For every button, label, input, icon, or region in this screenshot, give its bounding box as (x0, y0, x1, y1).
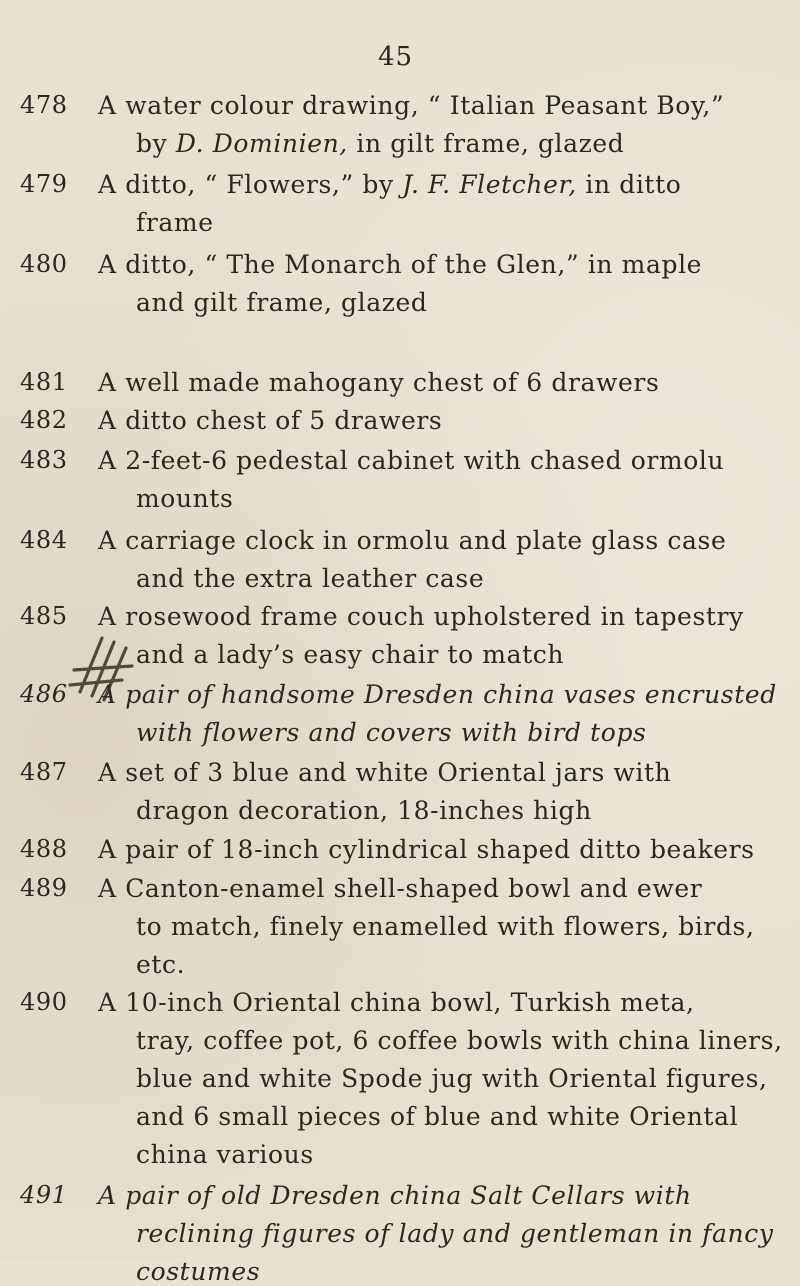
lot-description-line: A pair of old Dresden china Salt Cellars with (98, 1181, 692, 1210)
lot-description-continuation: and gilt frame, glazed (136, 288, 428, 317)
lot-number: 486 (20, 680, 68, 708)
lot-description-continuation: to match, finely enamelled with flowers, birds, (136, 912, 755, 941)
lot-description-line: A ditto, “ Flowers,” by J. F. Fletcher, in ditto (98, 170, 682, 199)
lot-number: 489 (20, 874, 68, 902)
lot-number: 480 (20, 250, 68, 278)
lot-description-line: A ditto, “ The Monarch of the Glen,” in maple (98, 250, 703, 279)
lot-number: 487 (20, 758, 68, 786)
lot-number: 488 (20, 835, 68, 863)
lot-description-continuation: tray, coffee pot, 6 coffee bowls with china liners, (136, 1026, 783, 1055)
lot-number: 483 (20, 446, 68, 474)
lot-description-line: A carriage clock in ormolu and plate glass case (98, 526, 727, 555)
lot-description-line: A set of 3 blue and white Oriental jars with (98, 758, 672, 787)
lot-number: 478 (20, 91, 68, 119)
lot-number: 491 (20, 1181, 68, 1209)
page-number: 45 (378, 42, 414, 72)
lot-description-line: A Canton-enamel shell-shaped bowl and ewer (98, 874, 703, 903)
lot-description-continuation: by D. Dominien, in gilt frame, glazed (136, 129, 625, 158)
lot-description-continuation: costumes (136, 1257, 261, 1286)
lot-description-line: A ditto chest of 5 drawers (98, 406, 443, 435)
artist-name: D. Dominien, (175, 129, 348, 158)
lot-description-line: A pair of handsome Dresden china vases encrusted (98, 680, 777, 709)
lot-description-line: A well made mahogany chest of 6 drawers (98, 368, 660, 397)
lot-description-continuation: blue and white Spode jug with Oriental figures, (136, 1064, 768, 1093)
lot-description-continuation: china various (136, 1140, 314, 1169)
lot-number: 490 (20, 988, 68, 1016)
lot-description-continuation: etc. (136, 950, 186, 979)
lot-description-line: A water colour drawing, “ Italian Peasant Boy,” (98, 91, 725, 120)
lot-description-line: A 10-inch Oriental china bowl, Turkish meta, (98, 988, 695, 1017)
lot-description-continuation: dragon decoration, 18-inches high (136, 796, 592, 825)
lot-number: 479 (20, 170, 68, 198)
lot-description-continuation: and a lady’s easy chair to match (136, 640, 565, 669)
lot-description-line: A pair of 18-inch cylindrical shaped ditto beakers (98, 835, 755, 864)
lot-description-continuation: with flowers and covers with bird tops (136, 718, 647, 747)
lot-description-continuation: and 6 small pieces of blue and white Oriental (136, 1102, 739, 1131)
lot-number: 484 (20, 526, 68, 554)
artist-name: J. F. Fletcher, (402, 170, 577, 199)
lot-description-continuation: and the extra leather case (136, 564, 485, 593)
lot-description-continuation: mounts (136, 484, 234, 513)
lot-description-continuation: frame (136, 208, 214, 237)
lot-description-continuation: reclining figures of lady and gentleman in fancy (136, 1219, 774, 1248)
lot-number: 485 (20, 602, 68, 630)
lot-number: 481 (20, 368, 68, 396)
lot-description-line: A rosewood frame couch upholstered in tapestry (98, 602, 744, 631)
lot-description-line: A 2-feet-6 pedestal cabinet with chased ormolu (98, 446, 725, 475)
lot-number: 482 (20, 406, 68, 434)
